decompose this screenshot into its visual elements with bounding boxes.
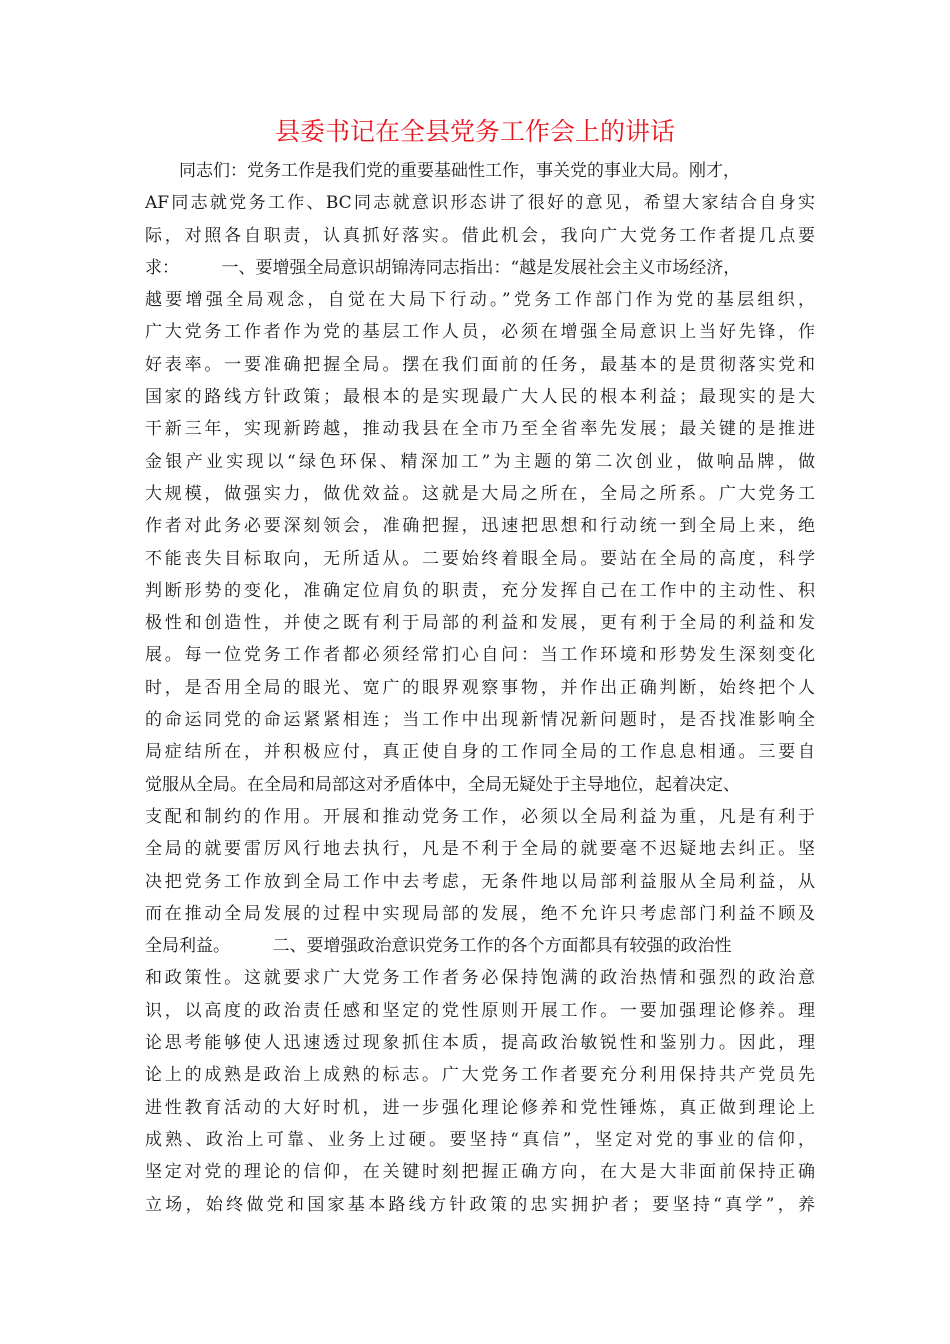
paragraph-line: 国家的路线方针政策；最根本的是实现最广大人民的根本利益；最现实的是大 <box>145 387 815 408</box>
document-body <box>145 155 815 1221</box>
paragraph-line: 同志们：党务工作是我们党的重要基础性工作，事关党的事业大局。刚才， <box>145 161 740 181</box>
paragraph-line: 决把党务工作放到全局工作中去考虑，无条件地以局部利益服从全局利益，从 <box>145 871 815 892</box>
paragraph-line: 的命运同党的命运紧紧相连；当工作中出现新情况新问题时，是否找准影响全 <box>145 710 815 731</box>
paragraph-line: 判断形势的变化，准确定位肩负的职责，充分发挥自己在工作中的主动性、积 <box>145 580 815 601</box>
paragraph-line: 干新三年，实现新跨越，推动我县在全市乃至全省率先发展；最关键的是推进 <box>145 419 815 440</box>
paragraph-line: 全局的就要雷厉风行地去执行，凡是不利于全局的就要毫不迟疑地去纠正。坚 <box>145 839 815 860</box>
paragraph-line: 坚定对党的理论的信仰，在关键时刻把握正确方向，在大是大非面前保持正确 <box>145 1162 815 1183</box>
paragraph-line: 全局利益。 二、要增强政治意识党务工作的各个方面都具有较强的政治性 <box>145 936 732 957</box>
paragraph-line: 金银产业实现以“绿色环保、精深加工”为主题的第二次创业，做响品牌，做 <box>145 451 815 472</box>
paragraph-line: 成熟、政治上可靠、业务上过硬。要坚持“真信”，坚定对党的事业的信仰， <box>145 1129 815 1150</box>
paragraph-line: 论思考能够使人迅速透过现象抓住本质，提高政治敏锐性和鉴别力。因此，理 <box>145 1033 815 1054</box>
paragraph-line: 立场，始终做党和国家基本路线方针政策的忠实拥护者；要坚持“真学”，养 <box>145 1194 815 1215</box>
paragraph-line: 作者对此务必要深刻领会，准确把握，迅速把思想和行动统一到全局上来，绝 <box>145 516 815 537</box>
paragraph-line: 极性和创造性，并使之既有利于局部的利益和发展，更有利于全局的利益和发 <box>145 613 815 634</box>
paragraph-line: 进性教育活动的大好时机，进一步强化理论修养和党性锤炼，真正做到理论上 <box>145 1097 815 1118</box>
paragraph-line: 觉服从全局。在全局和局部这对矛盾体中，全局无疑处于主导地位，起着决定、 <box>145 774 740 795</box>
paragraph-line: 支配和制约的作用。开展和推动党务工作，必须以全局利益为重，凡是有利于 <box>145 806 815 827</box>
paragraph-line: 局症结所在，并积极应付，真正使自身的工作同全局的工作息息相通。三要自 <box>145 742 815 763</box>
paragraph-line: 不能丧失目标取向，无所适从。二要始终着眼全局。要站在全局的高度，科学 <box>145 548 815 569</box>
paragraph-line: 和政策性。这就要求广大党务工作者务必保持饱满的政治热情和强烈的政治意 <box>145 968 815 989</box>
paragraph-line: 而在推动全局发展的过程中实现局部的发展，绝不允许只考虑部门利益不顾及 <box>145 903 815 924</box>
paragraph-line: 展。每一位党务工作者都必须经常扪心自问：当工作环境和形势发生深刻变化 <box>145 645 815 666</box>
paragraph-line: 时，是否用全局的眼光、宽广的眼界观察事物，并作出正确判断，始终把个人 <box>145 677 815 698</box>
paragraph-line: 越要增强全局观念，自觉在大局下行动。”党务工作部门作为党的基层组织， <box>145 290 815 311</box>
paragraph-line: 广大党务工作者作为党的基层工作人员，必须在增强全局意识上当好先锋，作 <box>145 322 815 343</box>
document-title: 县委书记在全县党务工作会上的讲话 <box>274 117 675 146</box>
paragraph-line: 求： 一、要增强全局意识胡锦涛同志指出：“越是发展社会主义市场经济， <box>145 257 741 278</box>
paragraph-line: 大规模，做强实力，做优效益。这就是大局之所在，全局之所系。广大党务工 <box>145 483 815 504</box>
paragraph-line: 好表率。一要准确把握全局。摆在我们面前的任务，最基本的是贯彻落实党和 <box>145 354 815 375</box>
paragraph-line: 际，对照各自职责，认真抓好落实。借此机会，我向广大党务工作者提几点要 <box>145 225 815 246</box>
paragraph-line: AF同志就党务工作、BC同志就意识形态讲了很好的意见，希望大家结合自身实 <box>145 193 815 214</box>
paragraph-line: 论上的成熟是政治上成熟的标志。广大党务工作者要充分利用保持共产党员先 <box>145 1065 815 1086</box>
paragraph-line: 识，以高度的政治责任感和坚定的党性原则开展工作。一要加强理论修养。理 <box>145 1000 815 1021</box>
